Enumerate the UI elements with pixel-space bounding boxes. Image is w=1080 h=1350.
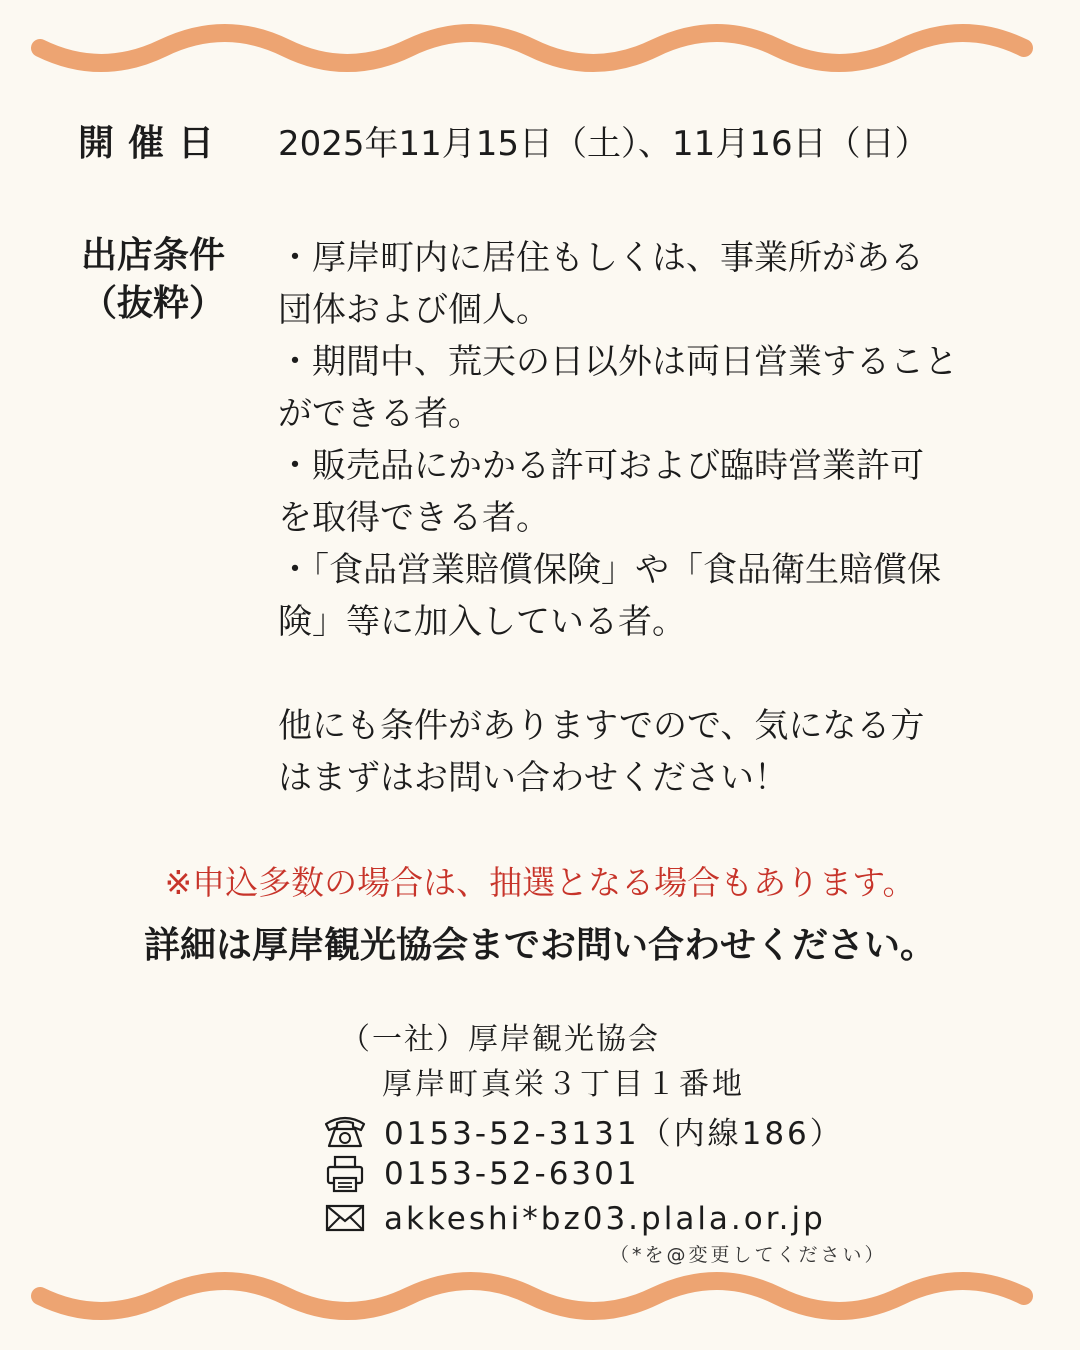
condition-line: 険」等に加入している者。 <box>278 602 686 642</box>
email-address: akkeshi*bz03.plala.or.jp <box>384 1201 826 1237</box>
date-value: 2025年11月15日（土）、11月16日（日） <box>278 124 929 164</box>
other-conditions-note-line2: はまずはお問い合わせください！ <box>278 758 788 798</box>
envelope-icon <box>322 1199 368 1239</box>
conditions-label-line2: （抜粋） <box>80 283 225 324</box>
fax-number: 0153-52-6301 <box>384 1156 640 1192</box>
fax-icon <box>322 1154 368 1194</box>
organization-address: 厚岸町真栄３丁目１番地 <box>382 1067 745 1102</box>
telephone-number: 0153-52-3131（内線186） <box>384 1115 844 1152</box>
email-row <box>322 1195 826 1243</box>
telephone-icon <box>322 1110 368 1150</box>
email-note: （*を@変更してください） <box>610 1244 887 1266</box>
top-wave-decoration <box>0 20 1080 80</box>
lottery-notice: ※申込多数の場合は、抽選となる場合もあります。 <box>164 863 916 902</box>
condition-line: ・販売品にかかる許可および臨時営業許可 <box>278 446 924 486</box>
conditions-list <box>278 232 1038 804</box>
date-label: 開催日 <box>77 123 228 164</box>
condition-line: ・期間中、荒天の日以外は両日営業すること <box>278 342 958 382</box>
other-conditions-note-line1: 他にも条件がありますでので、気になる方 <box>278 706 925 746</box>
inquiry-notice: 詳細は厚岸観光協会までお問い合わせください。 <box>143 925 936 966</box>
organization-name: （一社）厚岸観光協会 <box>340 1022 660 1057</box>
condition-line: ・厚岸町内に居住もしくは、事業所がある <box>278 238 924 278</box>
condition-line: を取得できる者。 <box>278 498 550 538</box>
bottom-wave-decoration <box>0 1268 1080 1328</box>
condition-line: ができる者。 <box>278 394 482 434</box>
conditions-label-line1: 出店条件 <box>80 235 225 276</box>
conditions-label <box>58 232 248 328</box>
fax-row <box>322 1150 640 1198</box>
telephone-row <box>322 1106 844 1154</box>
condition-line: 団体および個人。 <box>278 290 550 330</box>
condition-line: ・「食品営業賠償保険」や「食品衛生賠償保 <box>278 550 941 590</box>
